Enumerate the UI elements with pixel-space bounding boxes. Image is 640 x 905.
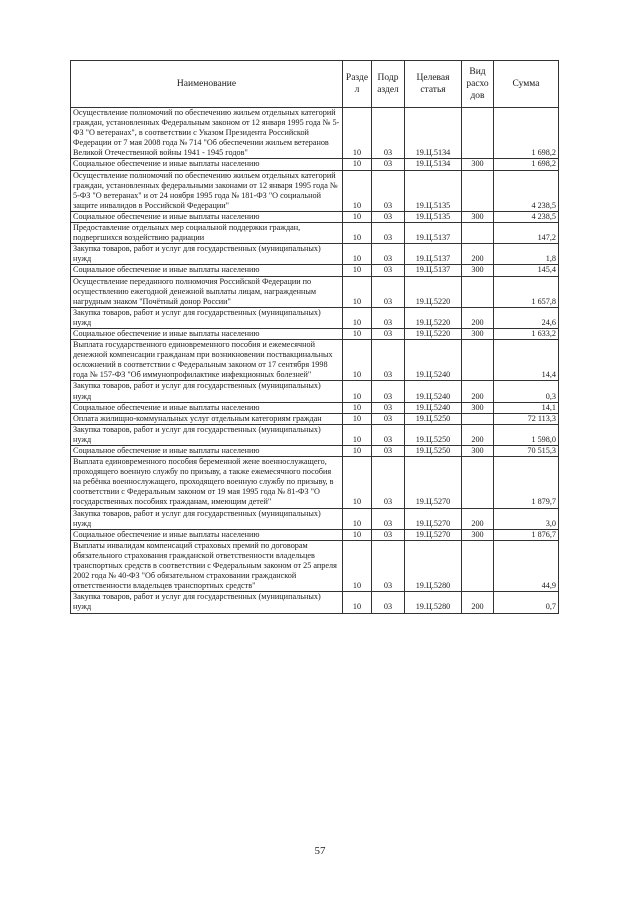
cell-name: Выплаты инвалидам компенсаций страховых премий по договорам обязательного страхования гражданской ответственности владельцев транспортных средств в соответствии с Федеральным законом от 25 апреля 2002 года № 40-ФЗ "Об обязательном страховании гражданской ответственности владельцев транспортных средств" bbox=[71, 540, 343, 591]
cell-subsection: 03 bbox=[372, 170, 405, 211]
cell-subsection: 03 bbox=[372, 529, 405, 540]
cell-name: Осуществление переданного полномочия Российской Федерации по осуществлению ежегодной денежной выплаты лицам, награжденным нагрудным знаком "Почётный донор России" bbox=[71, 276, 343, 307]
page-number: 57 bbox=[314, 845, 326, 857]
table-row bbox=[71, 276, 559, 307]
cell-target: 19.Ц.5240 bbox=[405, 381, 462, 402]
cell-name: Закупка товаров, работ и услуг для государственных (муниципальных) нужд bbox=[71, 244, 343, 265]
cell-name: Закупка товаров, работ и услуг для государственных (муниципальных) нужд bbox=[71, 307, 343, 328]
cell-sum: 1,8 bbox=[494, 244, 559, 265]
cell-subsection: 03 bbox=[372, 402, 405, 413]
cell-subsection: 03 bbox=[372, 159, 405, 170]
cell-target: 19.Ц.5137 bbox=[405, 265, 462, 276]
table-row bbox=[71, 265, 559, 276]
table-row bbox=[71, 211, 559, 222]
cell-name: Закупка товаров, работ и услуг для государственных (муниципальных) нужд bbox=[71, 424, 343, 445]
cell-sum: 72 113,3 bbox=[494, 413, 559, 424]
cell-name: Закупка товаров, работ и услуг для государственных (муниципальных) нужд bbox=[71, 381, 343, 402]
cell-target: 19.Ц.5220 bbox=[405, 307, 462, 328]
cell-section: 10 bbox=[343, 446, 372, 457]
cell-target: 19.Ц.5270 bbox=[405, 508, 462, 529]
cell-expense bbox=[462, 413, 494, 424]
cell-subsection: 03 bbox=[372, 381, 405, 402]
cell-sum: 0,3 bbox=[494, 381, 559, 402]
header-expense: Вид расхо дов bbox=[462, 61, 494, 108]
cell-sum: 24,6 bbox=[494, 307, 559, 328]
cell-name: Осуществление полномочий по обеспечению жильем отдельных категорий граждан, установленных Федеральным законом от 12 января 1995 года № 5-ФЗ "О ветеранах", в соответствии с Указом Президента Российской Федерации от 7 мая 2008 года № 714 "Об обеспечении жильем ветеранов Великой Отечественной войны 1941 - 1945 годов" bbox=[71, 108, 343, 159]
cell-target: 19.Ц.5134 bbox=[405, 159, 462, 170]
cell-sum: 1 698,2 bbox=[494, 108, 559, 159]
cell-sum: 145,4 bbox=[494, 265, 559, 276]
cell-target: 19.Ц.5220 bbox=[405, 276, 462, 307]
cell-subsection: 03 bbox=[372, 328, 405, 339]
cell-expense: 200 bbox=[462, 508, 494, 529]
cell-expense: 200 bbox=[462, 307, 494, 328]
cell-target: 19.Ц.5137 bbox=[405, 244, 462, 265]
cell-name: Выплата единовременного пособия беременной жене военнослужащего, проходящего военную службу по призыву, а также ежемесячного пособия на ребёнка военнослужащего, проходящего военную службу по призыву, в соответствии с Федеральным законом от 19 мая 1995 года № 81-ФЗ "О государственных пособиях гражданам, имеющим детей" bbox=[71, 457, 343, 508]
cell-name: Предоставление отдельных мер социальной поддержки граждан, подвергшихся воздействию радиации bbox=[71, 223, 343, 244]
cell-name: Социальное обеспечение и иные выплаты населению bbox=[71, 211, 343, 222]
cell-subsection: 03 bbox=[372, 413, 405, 424]
header-sum: Сумма bbox=[494, 61, 559, 108]
cell-sum: 1 657,8 bbox=[494, 276, 559, 307]
table-row bbox=[71, 381, 559, 402]
cell-section: 10 bbox=[343, 108, 372, 159]
cell-sum: 1 879,7 bbox=[494, 457, 559, 508]
cell-sum: 14,1 bbox=[494, 402, 559, 413]
table-row bbox=[71, 402, 559, 413]
cell-expense bbox=[462, 540, 494, 591]
cell-expense: 300 bbox=[462, 446, 494, 457]
cell-section: 10 bbox=[343, 529, 372, 540]
cell-section: 10 bbox=[343, 402, 372, 413]
table-row bbox=[71, 170, 559, 211]
cell-section: 10 bbox=[343, 457, 372, 508]
cell-name: Социальное обеспечение и иные выплаты населению bbox=[71, 328, 343, 339]
cell-target: 19.Ц.5240 bbox=[405, 402, 462, 413]
cell-expense bbox=[462, 223, 494, 244]
cell-subsection: 03 bbox=[372, 276, 405, 307]
cell-name: Закупка товаров, работ и услуг для государственных (муниципальных) нужд bbox=[71, 592, 343, 613]
cell-expense: 300 bbox=[462, 328, 494, 339]
cell-subsection: 03 bbox=[372, 108, 405, 159]
cell-subsection: 03 bbox=[372, 540, 405, 591]
cell-subsection: 03 bbox=[372, 307, 405, 328]
cell-expense: 300 bbox=[462, 211, 494, 222]
cell-sum: 1 698,2 bbox=[494, 159, 559, 170]
header-row bbox=[71, 61, 559, 108]
cell-section: 10 bbox=[343, 211, 372, 222]
cell-sum: 1 633,2 bbox=[494, 328, 559, 339]
cell-target: 19.Ц.5270 bbox=[405, 529, 462, 540]
cell-name: Социальное обеспечение и иные выплаты населению bbox=[71, 265, 343, 276]
cell-sum: 44,9 bbox=[494, 540, 559, 591]
cell-sum: 1 876,7 bbox=[494, 529, 559, 540]
cell-target: 19.Ц.5240 bbox=[405, 340, 462, 381]
cell-target: 19.Ц.5250 bbox=[405, 446, 462, 457]
table-row bbox=[71, 244, 559, 265]
cell-name: Выплата государственного единовременного пособия и ежемесячной денежной компенсации гражданам при возникновении поствакцинальных осложнений в соответствии с Федеральным законом от 17 сентября 1998 года № 157-ФЗ "Об иммунопрофилактике инфекционных болезней" bbox=[71, 340, 343, 381]
cell-section: 10 bbox=[343, 340, 372, 381]
cell-subsection: 03 bbox=[372, 424, 405, 445]
table-row bbox=[71, 424, 559, 445]
table-row bbox=[71, 457, 559, 508]
header-target: Целевая статья bbox=[405, 61, 462, 108]
table-row bbox=[71, 340, 559, 381]
cell-expense: 300 bbox=[462, 159, 494, 170]
cell-target: 19.Ц.5250 bbox=[405, 424, 462, 445]
cell-name: Социальное обеспечение и иные выплаты населению bbox=[71, 446, 343, 457]
cell-section: 10 bbox=[343, 424, 372, 445]
cell-sum: 1 598,0 bbox=[494, 424, 559, 445]
cell-section: 10 bbox=[343, 276, 372, 307]
table-row bbox=[71, 223, 559, 244]
cell-expense: 300 bbox=[462, 529, 494, 540]
cell-sum: 0,7 bbox=[494, 592, 559, 613]
cell-sum: 70 515,3 bbox=[494, 446, 559, 457]
cell-target: 19.Ц.5280 bbox=[405, 592, 462, 613]
cell-subsection: 03 bbox=[372, 592, 405, 613]
cell-expense: 300 bbox=[462, 265, 494, 276]
cell-section: 10 bbox=[343, 592, 372, 613]
cell-section: 10 bbox=[343, 307, 372, 328]
cell-section: 10 bbox=[343, 170, 372, 211]
cell-subsection: 03 bbox=[372, 244, 405, 265]
cell-section: 10 bbox=[343, 244, 372, 265]
cell-sum: 14,4 bbox=[494, 340, 559, 381]
cell-expense bbox=[462, 276, 494, 307]
cell-target: 19.Ц.5134 bbox=[405, 108, 462, 159]
cell-section: 10 bbox=[343, 223, 372, 244]
cell-sum: 4 238,5 bbox=[494, 211, 559, 222]
cell-section: 10 bbox=[343, 159, 372, 170]
table-row bbox=[71, 446, 559, 457]
cell-subsection: 03 bbox=[372, 265, 405, 276]
table-row bbox=[71, 159, 559, 170]
cell-target: 19.Ц.5270 bbox=[405, 457, 462, 508]
cell-sum: 3,0 bbox=[494, 508, 559, 529]
table-row bbox=[71, 328, 559, 339]
cell-expense: 200 bbox=[462, 424, 494, 445]
cell-name: Социальное обеспечение и иные выплаты населению bbox=[71, 159, 343, 170]
cell-subsection: 03 bbox=[372, 446, 405, 457]
cell-subsection: 03 bbox=[372, 508, 405, 529]
cell-expense bbox=[462, 108, 494, 159]
cell-expense bbox=[462, 170, 494, 211]
cell-section: 10 bbox=[343, 381, 372, 402]
header-subsection: Подр аздел bbox=[372, 61, 405, 108]
cell-target: 19.Ц.5250 bbox=[405, 413, 462, 424]
table-row bbox=[71, 413, 559, 424]
table-row bbox=[71, 508, 559, 529]
header-name: Наименование bbox=[71, 61, 343, 108]
cell-name: Социальное обеспечение и иные выплаты населению bbox=[71, 529, 343, 540]
cell-expense: 200 bbox=[462, 244, 494, 265]
cell-expense bbox=[462, 340, 494, 381]
cell-name: Закупка товаров, работ и услуг для государственных (муниципальных) нужд bbox=[71, 508, 343, 529]
cell-section: 10 bbox=[343, 540, 372, 591]
cell-name: Оплата жилищно-коммунальных услуг отдельным категориям граждан bbox=[71, 413, 343, 424]
cell-section: 10 bbox=[343, 413, 372, 424]
cell-section: 10 bbox=[343, 265, 372, 276]
table-row bbox=[71, 108, 559, 159]
cell-subsection: 03 bbox=[372, 457, 405, 508]
cell-name: Социальное обеспечение и иные выплаты населению bbox=[71, 402, 343, 413]
cell-section: 10 bbox=[343, 508, 372, 529]
cell-target: 19.Ц.5135 bbox=[405, 211, 462, 222]
header-section: Разде л bbox=[343, 61, 372, 108]
cell-sum: 4 238,5 bbox=[494, 170, 559, 211]
table-row bbox=[71, 529, 559, 540]
table-row bbox=[71, 592, 559, 613]
table-row bbox=[71, 540, 559, 591]
cell-expense: 200 bbox=[462, 592, 494, 613]
cell-expense: 200 bbox=[462, 381, 494, 402]
cell-expense bbox=[462, 457, 494, 508]
cell-name: Осуществление полномочий по обеспечению жильем отдельных категорий граждан, установленных федеральными законами от 12 января 1995 года № 5-ФЗ "О ветеранах" и от 24 ноября 1995 года № 181-ФЗ "О социальной защите инвалидов в Российской Федерации" bbox=[71, 170, 343, 211]
cell-subsection: 03 bbox=[372, 340, 405, 381]
cell-target: 19.Ц.5280 bbox=[405, 540, 462, 591]
cell-target: 19.Ц.5220 bbox=[405, 328, 462, 339]
cell-expense: 300 bbox=[462, 402, 494, 413]
cell-target: 19.Ц.5137 bbox=[405, 223, 462, 244]
cell-target: 19.Ц.5135 bbox=[405, 170, 462, 211]
cell-subsection: 03 bbox=[372, 223, 405, 244]
table-row bbox=[71, 307, 559, 328]
cell-subsection: 03 bbox=[372, 211, 405, 222]
budget-table bbox=[70, 60, 559, 614]
cell-sum: 147,2 bbox=[494, 223, 559, 244]
cell-section: 10 bbox=[343, 328, 372, 339]
